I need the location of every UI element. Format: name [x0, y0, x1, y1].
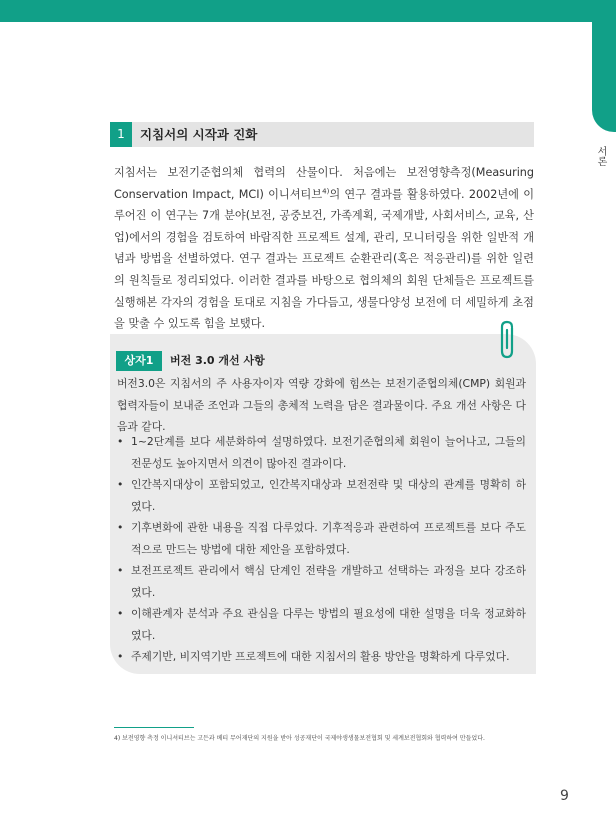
intro-text-part2: 의 연구 결과를 활용하였다. 2002년에 이루어진 이 연구는 7개 분야(보전, 공중보건, 가족계획, 국제개발, 사회서비스, 교육, 산업)에서의 경험을 검토하여 바람직한 프로젝트 설계, 관리, 모니터링을 위한 일반적 개념과 방법을 선별하였다. 연구 결과는 프로젝트 순환관리(혹은 적응관리)를 위한 일련의 원칙들로 정리되었다. 이러한 결과를 바탕으로 협의체의 회원 단체들은 프로젝트를 실행해본 각자의 경험을 토대로 지침을 가다듬고, 생물다양성 보전에 더 세밀하게 초점을 맞출 수 있도록 힘을 보탰다. — [114, 187, 535, 331]
list-item-text: 인간복지대상이 포함되었고, 인간복지대상과 보전전략 및 대상의 관계를 명확히 하였다. — [131, 478, 526, 513]
section-title: 지침서의 시작과 진화 — [140, 127, 258, 142]
list-item — [117, 474, 526, 517]
page-number: 9 — [560, 788, 569, 804]
section-number: 1 — [110, 122, 132, 147]
list-item-text: 1~2단계를 보다 세분화하여 설명하였다. 보전기준협의체 회원이 늘어나고, 그들의 전문성도 높아지면서 의견이 많아진 결과이다. — [131, 435, 526, 470]
list-item — [117, 517, 526, 560]
bullet-marker: • — [117, 435, 124, 448]
improvement-list — [117, 431, 526, 668]
intro-paragraph — [114, 162, 534, 335]
box-title: 버전 3.0 개선 사항 — [170, 354, 265, 367]
footnote-reference[interactable]: 4) — [322, 186, 330, 195]
list-item-text: 기후변화에 관한 내용을 직접 다루었다. 기후적응과 관련하여 프로젝트를 보다 주도적으로 만드는 방법에 대한 제안을 포함하였다. — [131, 521, 526, 556]
paperclip-icon — [499, 320, 519, 360]
section-header — [110, 122, 534, 147]
list-item — [117, 431, 526, 474]
list-item — [117, 560, 526, 603]
list-item — [117, 646, 526, 668]
bullet-marker: • — [117, 650, 124, 663]
list-item-text: 주제기반, 비지역기반 프로젝트에 대한 지침서의 활용 방안을 명확하게 다루었다. — [131, 650, 510, 663]
box-tag: 상자1 — [116, 351, 162, 371]
side-accent-tab — [592, 22, 616, 132]
box-intro: 버전3.0은 지침서의 주 사용자이자 역량 강화에 힘쓰는 보전기준협의체(CMP) 회원과 협력자들이 보내준 조언과 그들의 총체적 노력을 담은 결과물이다. 주요 개선 사항은 다음과 같다. — [117, 377, 526, 433]
bullet-marker: • — [117, 478, 124, 491]
chapter-side-label: 서론 — [595, 146, 606, 166]
list-item — [117, 603, 526, 646]
top-accent-bar — [0, 0, 616, 22]
bullet-marker: • — [117, 521, 124, 534]
bullet-marker: • — [117, 607, 124, 620]
list-item-text: 보전프로젝트 관리에서 핵심 단계인 전략을 개발하고 선택하는 과정을 보다 강조하였다. — [131, 564, 526, 599]
footnote: 4) 보전영향 측정 이니셔티브는 고든과 베티 무어재단의 지원을 받아 성공재단이 국제야생생물보전협회 및 세계보전협회와 협력하여 만들었다. — [114, 735, 485, 742]
footnote-divider — [114, 727, 194, 728]
list-item-text: 이해관계자 분석과 주요 관심을 다루는 방법의 필요성에 대한 설명을 더욱 정교화하였다. — [131, 607, 526, 642]
bullet-marker: • — [117, 564, 124, 577]
intro-text-part1: 지침서는 보전기준협의체 협력의 산물이다. 처음에는 보전영향측정(Measuring Conservation Impact, MCI) 이니셔티브 — [114, 166, 534, 201]
